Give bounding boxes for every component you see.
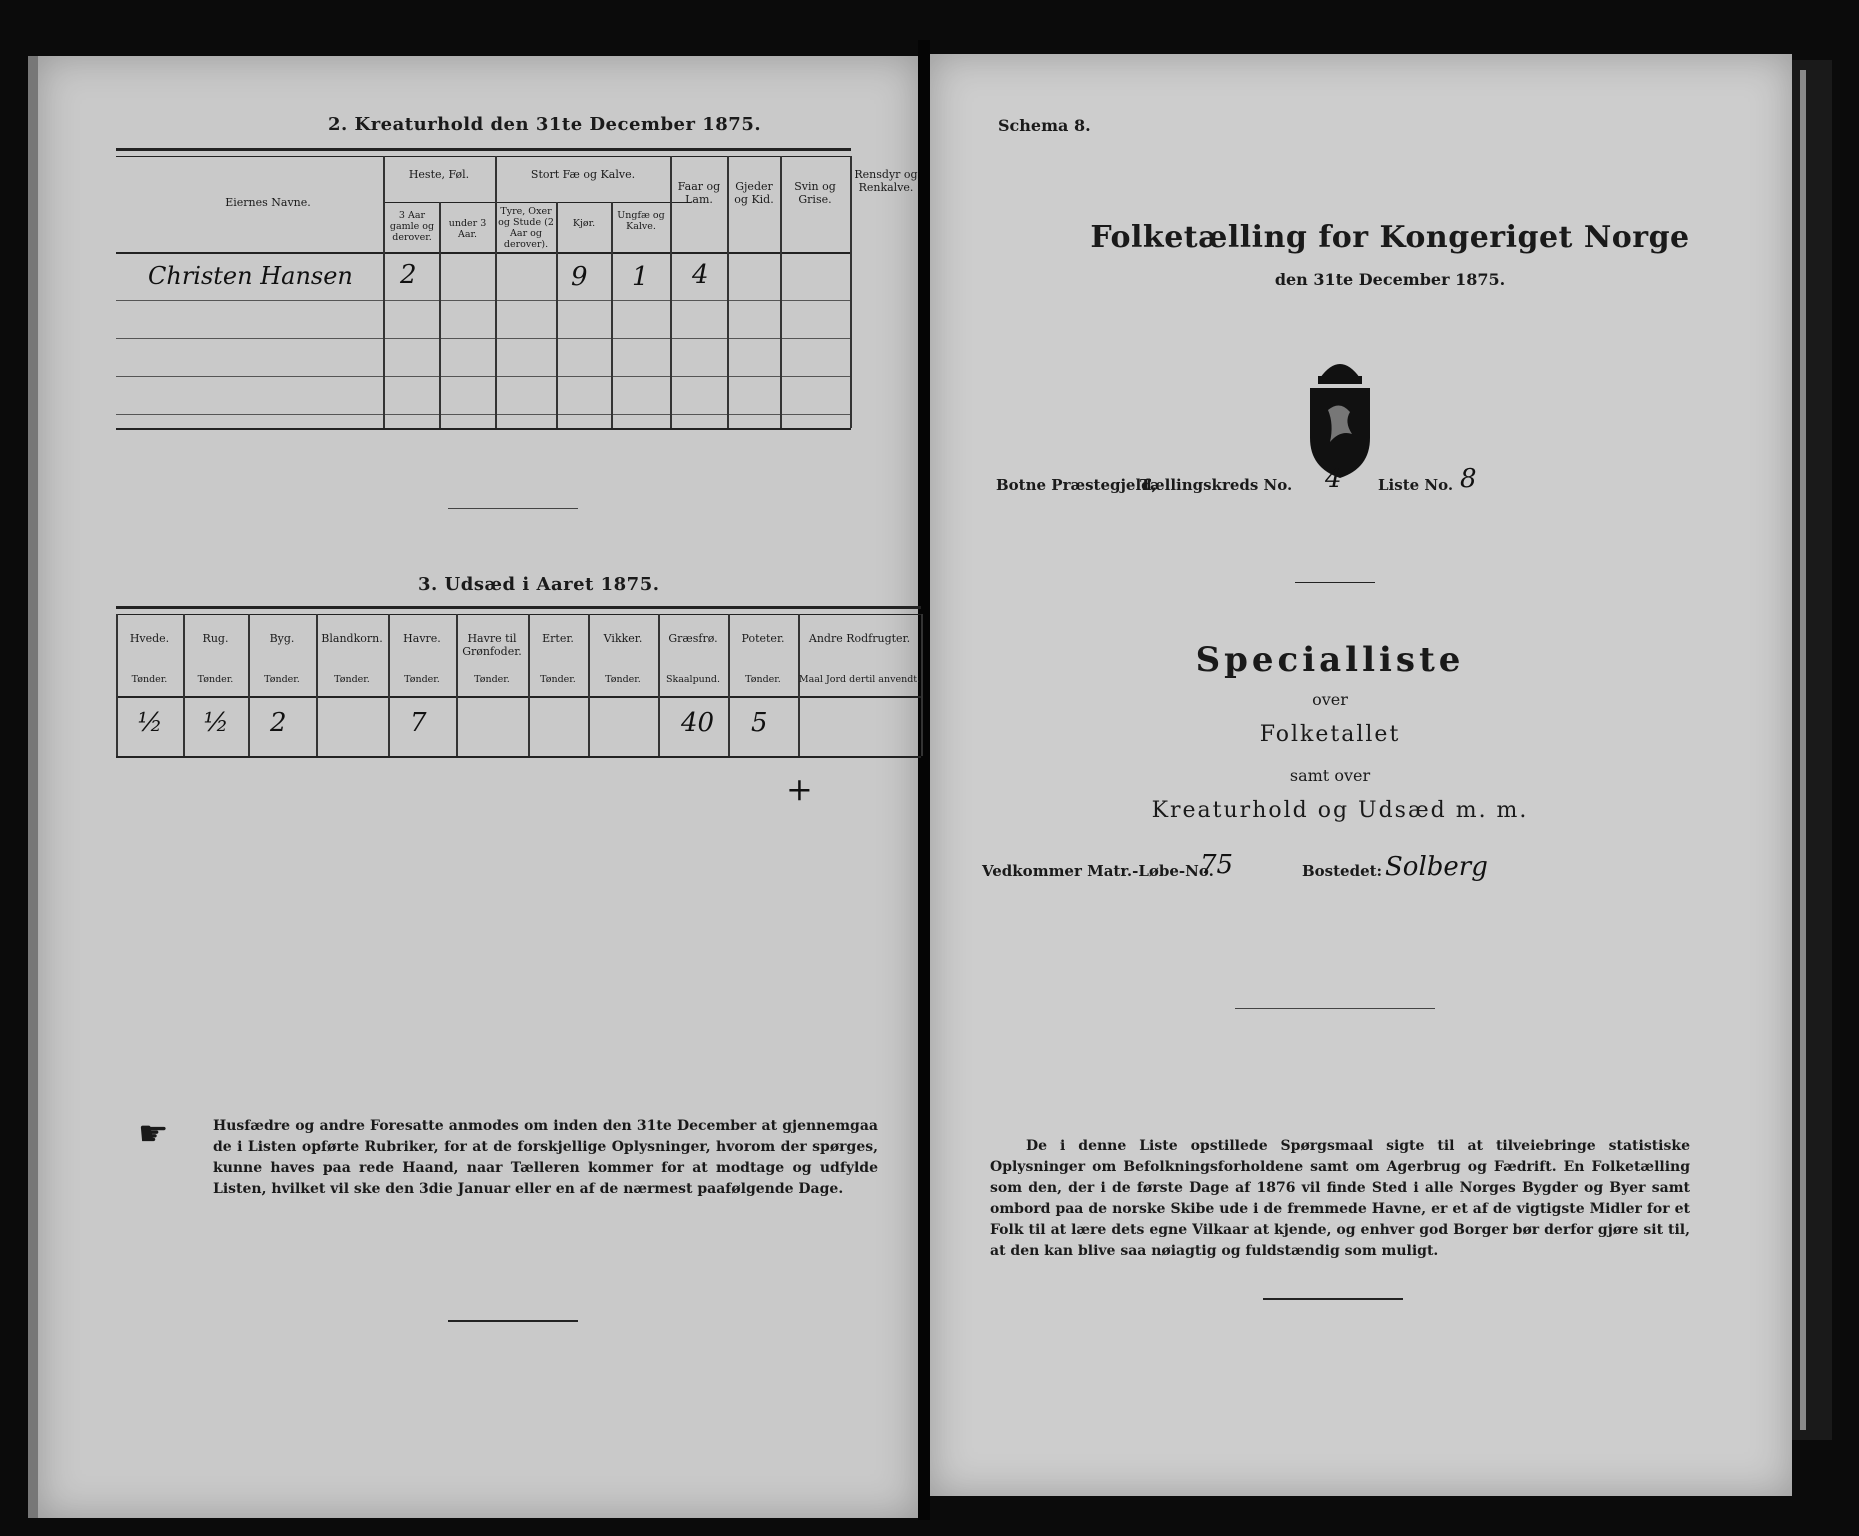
matr-number: 75 [1200, 850, 1234, 880]
right-divider-1 [1295, 582, 1375, 583]
col-rensdyr: Rensdyr og Renkalve. [854, 168, 918, 194]
title-date: den 31te December 1875. [1274, 270, 1506, 289]
list-label: Liste No. [1378, 476, 1454, 494]
group-stort-fae: Stort Fæ og Kalve. [530, 168, 636, 181]
table3-header: Havre til Grønfoder. [462, 632, 522, 658]
district-label: Tællingskreds No. [1140, 476, 1293, 494]
sub-ungfae: Ungfæ og Kalve. [617, 210, 665, 232]
table3-header: Erter. [542, 632, 574, 645]
table3-value: 5 [751, 708, 768, 738]
section2-title: 2. Kreaturhold den 31te December 1875. [328, 114, 762, 135]
left-page [38, 56, 921, 1518]
table3-value: 2 [270, 708, 287, 738]
table3-unit: Tønder. [745, 674, 781, 685]
sub-kjor: Kjør. [572, 218, 596, 229]
table2-top-rule [116, 148, 851, 151]
bosted-label: Bostedet: [1302, 862, 1383, 880]
book-edge-left [28, 56, 38, 1518]
col-faar: Faar og Lam. [677, 180, 721, 206]
col-gjeder: Gjeder og Kid. [734, 180, 774, 206]
coat-of-arms-icon [1300, 350, 1380, 480]
table3-unit: Tønder. [605, 674, 641, 685]
table3-top-rule [116, 606, 921, 609]
district-number: 4 [1325, 464, 1342, 494]
table3-top-rule-thin [116, 614, 921, 615]
table2-col-line [383, 156, 385, 428]
col-svin: Svin og Grise. [794, 180, 836, 206]
divider-bottom [448, 1320, 578, 1322]
table2-row-rule-2 [116, 338, 851, 339]
pointing-hand-icon: ☛ [138, 1114, 169, 1154]
table3-unit: Skaalpund. [665, 674, 721, 685]
main-title: Folketælling for Kongeriget Norge [1090, 220, 1690, 255]
table3-value: ½ [137, 708, 163, 738]
table3-header: Hvede. [129, 632, 170, 645]
schema-number: Schema 8. [998, 116, 1091, 135]
table3-header: Græsfrø. [668, 632, 718, 645]
value-faar: 4 [692, 260, 709, 290]
table3-unit: Maal Jord dertil anvendt. [798, 674, 921, 685]
table3-header: Andre Rodfrugter. [808, 632, 911, 645]
sub-heste-young: under 3 Aar. [448, 218, 487, 240]
table2-group-rule [383, 202, 691, 203]
right-divider-bottom [1263, 1298, 1403, 1300]
value-heste-old: 2 [400, 260, 417, 290]
table2-header-rule [116, 252, 851, 254]
table3-unit: Tønder. [334, 674, 370, 685]
table3-header-rule [116, 696, 921, 698]
table3-col-line [921, 614, 923, 756]
samt-over-text: samt over [1289, 766, 1371, 785]
parish-label: Botne Præstegjeld, [996, 476, 1157, 494]
book-edge-right [1792, 60, 1832, 1440]
table2-row-rule-1 [116, 300, 851, 301]
table3-header: Rug. [202, 632, 229, 645]
table3-value: ½ [203, 708, 229, 738]
table2-row-rule-4 [116, 414, 851, 415]
table3-unit: Tønder. [264, 674, 300, 685]
explanatory-paragraph: De i denne Liste opstillede Spørgsmaal sigte til at tilveiebringe statistiske Oplysninger om Befolkningsforholdene samt om Agerbrug og Fædrift. En Folketælling som den, der i de første Dage af 1876 vil finde Sted i alle Norges Bygder og Byer samt ombord paa de norske Skibe ude i de fremmede Havne, er et af de vigtigste Midler for et Folk til at lære dets egne Vilkaar at kjende, og enhver god Borger bør derfor gjøre sit til, at den kan blive saa nøiagtig og fuldstændig som muligt. [990, 1138, 1690, 1259]
table3-header: Havre. [403, 632, 441, 645]
table2-col-line [611, 202, 613, 428]
table3-header: Byg. [269, 632, 295, 645]
group-heste: Heste, Føl. [408, 168, 470, 181]
table3-value: 40 [681, 708, 715, 738]
specialliste-heading: Specialliste [1195, 640, 1465, 680]
bosted-value: Solberg [1385, 852, 1488, 882]
table3-unit: Tønder. [404, 674, 440, 685]
right-page [930, 54, 1792, 1496]
table2-bottom-rule [116, 428, 851, 430]
section3-title: 3. Udsæd i Aaret 1875. [418, 574, 660, 595]
kreaturhold-heading: Kreaturhold og Udsæd m. m. [1151, 798, 1529, 823]
page-stack-edge [1800, 70, 1806, 1430]
table3-header: Poteter. [741, 632, 785, 645]
table3-bottom-rule [116, 756, 921, 758]
table3-unit: Tønder. [540, 674, 576, 685]
table3-unit: Tønder. [131, 674, 168, 685]
right-divider-2 [1235, 1008, 1435, 1009]
sub-tyre: Tyre, Oxer og Stude (2 Aar og derover). [498, 206, 554, 250]
book-spine [918, 40, 930, 1520]
matr-label: Vedkommer Matr.-Løbe-No. [982, 862, 1214, 880]
value-kjor: 9 [571, 262, 588, 292]
instructions-note: Husfædre og andre Foresatte anmodes om inden den 31te December at gjennemgaa de i Listen opførte Rubriker, for at de forskjellige Oplysninger, hvorom der spørges, kunne haves paa rede Haand, naar Tælleren kommer for at modtage og udfylde Listen, hvilket vil ske den 3die Januar eller en af de nærmest paafølgende Dage. [213, 1118, 878, 1197]
table3-header: Vikker. [603, 632, 643, 645]
table2-col-line [850, 156, 852, 428]
over-text-1: over [1312, 690, 1348, 709]
table2-row-rule-3 [116, 376, 851, 377]
value-ungfae: 1 [632, 262, 649, 292]
sub-heste-old: 3 Aar gamle og derover. [389, 210, 435, 243]
owner-name: Christen Hansen [148, 262, 353, 290]
table2-col-line [495, 156, 497, 428]
table3-value: 7 [410, 708, 427, 738]
folketallet-heading: Folketallet [1259, 722, 1401, 747]
table3-unit: Tønder. [197, 674, 234, 685]
table2-top-rule-thin [116, 156, 851, 157]
cross-mark: + [786, 770, 813, 808]
table2-col-line [556, 202, 558, 428]
table3-header: Blandkorn. [321, 632, 383, 645]
col-owner-names: Eiernes Navne. [225, 196, 311, 209]
table3-unit: Tønder. [474, 674, 510, 685]
list-number: 8 [1460, 464, 1477, 494]
divider-short [448, 508, 578, 509]
